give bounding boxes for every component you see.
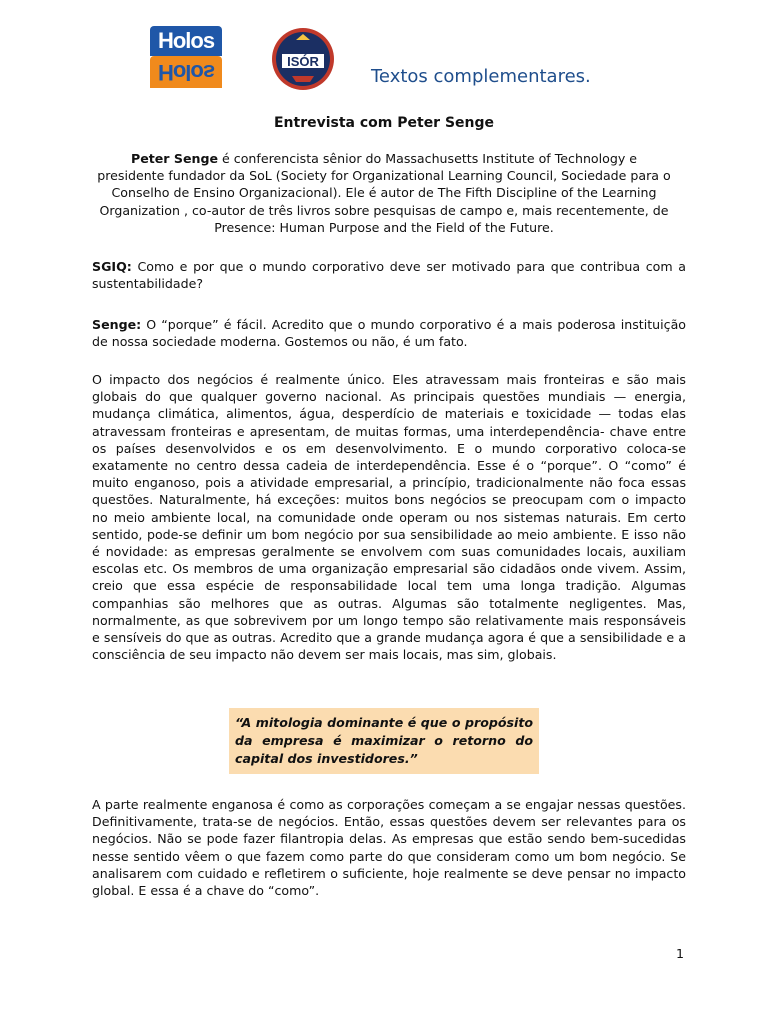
intro-text: é conferencista sênior do Massachusetts Institute of Technology e presidente fundador da SoL (Society for Organizational Learning Council, Sociedade para o Conselho de Ensino Organizacional). Ele é autor de The Fifth Discipline of the Learning Organization , co-autor de três livros sobre pesquisas de campo e, mais recentemente, de Presence: Human Purpose and the Field of the Future. (97, 151, 671, 235)
holos-logo (150, 26, 222, 88)
pull-quote: “A mitologia dominante é que o propósito da empresa é maximizar o retorno do capital dos investidores.” (229, 708, 539, 774)
header-title: Textos complementares. (371, 66, 591, 87)
holos-logo-bottom: Holos (150, 56, 222, 88)
body-paragraph-impact: O impacto dos negócios é realmente único. Eles atravessam mais fronteiras e são mais globais do que qualquer governo nacional. As principais questões mundiais — energia, mudança climática, alimentos, água, desperdício de materiais e toxicidade — todas elas atravessam fronteiras e apresentam, de muitas formas, uma interdependência- chave entre os países desenvolvidos e os em desenvolvimento. E o mundo corporativo coloca-se exatamente no centro dessa cadeia de interdependência. Esse é o “porque”. O “como” é muito enganoso, pois a atividade empresarial, a princípio, tradicionalmente não foca essas questões. Naturalmente, há exceções: muitos bons negócios se preocupam com o impacto no meio ambiente local, na comunidade onde operam ou nos sistemas naturais. Em certo sentido, pode-se definir um bom negócio por sua sensibilidade ao meio ambiente. E isso não é novidade: as empresas geralmente se envolvem com suas comunidades locais, auxiliam escolas etc. Os membros de uma organização empresarial são cidadãos onde vivem. Assim, creio que essa espécie de responsabilidade local tem uma longa tradição. Algumas companhias são melhores que as outras. Algumas são totalmente negligentes. Mas, normalmente, as que sobrevivem por um longo tempo são relativamente mais responsáveis e sensíveis do que as outras. Acredito que a grande mudança agora é que a sensibilidade e a consciência de seu impacto não devem ser mais locais, mas sim, globais. (92, 372, 686, 663)
intro-name: Peter Senge (130, 151, 219, 166)
answer-paragraph (92, 316, 686, 350)
question-text: Como e por que o mundo corporativo deve ser motivado para que contribua com a sustentabilidade? (92, 259, 686, 292)
answer-text: O “porque” é fácil. Acredito que o mundo corporativo é a mais poderosa instituição de nossa sociedade moderna. Gostemos ou não, é um fato. (92, 317, 686, 350)
question-paragraph (92, 258, 686, 292)
intro-paragraph (96, 150, 672, 236)
page-number: 1 (676, 946, 685, 961)
body-paragraph-how: A parte realmente enganosa é como as corporações começam a se engajar nessas questões. Definitivamente, trata-se de negócios. Então, essas questões devem ser relevantes para os negócios. Não se pode fazer filantropia delas. As empresas que estão sendo bem-sucedidas nesse sentido vêem o que fazem como parte do que consideram como um bom negócio. Se analisarem com cuidado e refletirem o suficiente, hoje realmente se deve pensar no impacto global. E essa é a chave do “como”. (92, 797, 686, 899)
isor-logo (270, 26, 336, 92)
answer-label: Senge: (92, 317, 142, 332)
holos-logo-top: Holos (150, 26, 222, 56)
article-title: Entrevista com Peter Senge (273, 115, 495, 131)
isor-logo-text: ISÓR (287, 54, 319, 69)
question-label: SGIQ: (92, 259, 132, 274)
